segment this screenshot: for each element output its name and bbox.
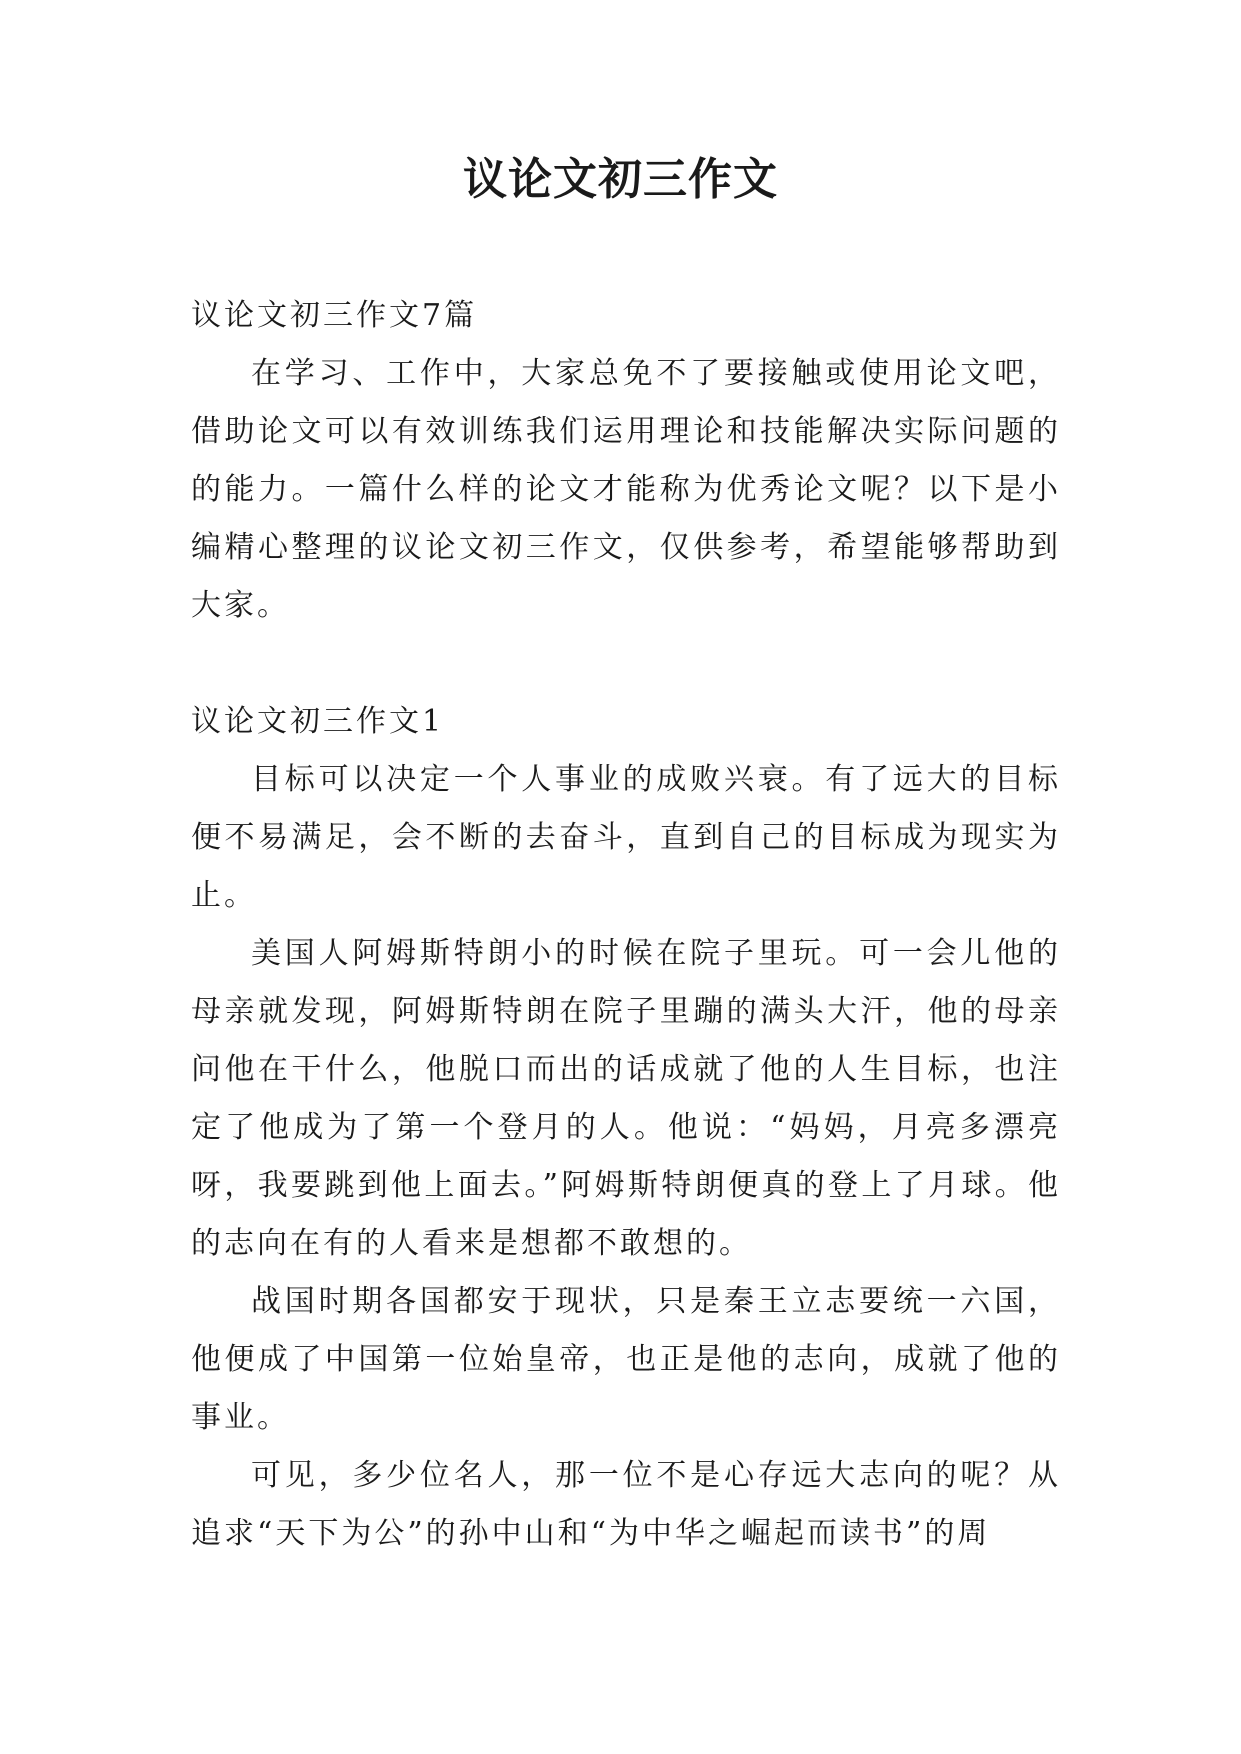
body-paragraph-1: 目标可以决定一个人事业的成败兴衰。有了远大的目标便不易满足，会不断的去奋斗，直到自己的目标成为现实为止。 [191,762,1061,913]
body-paragraph-2: 美国人阿姆斯特朗小的时候在院子里玩。可一会儿他的母亲就发现，阿姆斯特朗在院子里蹦的满头大汗，他的母亲问他在干什么，他脱口而出的话成就了他的人生目标，也注定了他成为了第一个登月的人。他说：“妈妈，月亮多漂亮呀，我要跳到他上面去。”阿姆斯特朗便真的登上了月球。他的志向在有的人看来是想都不敢想的。 [191,936,1061,1261]
section-heading: 议论文初三作文1 [191,704,445,739]
document-title: 议论文初三作文 [463,154,778,205]
body-paragraph-4: 可见，多少位名人，那一位不是心存远大志向的呢？从追求“天下为公”的孙中山和“为中华之崛起而读书”的周 [191,1458,1061,1551]
document-subtitle: 议论文初三作文7篇 [191,298,478,333]
intro-paragraph: 在学习、工作中，大家总免不了要接触或使用论文吧，借助论文可以有效训练我们运用理论和技能解决实际问题的的能力。一篇什么样的论文才能称为优秀论文呢？以下是小编精心整理的议论文初三作文，仅供参考，希望能够帮助到大家。 [191,356,1061,623]
body-paragraph-3: 战国时期各国都安于现状，只是秦王立志要统一六国，他便成了中国第一位始皇帝，也正是他的志向，成就了他的事业。 [191,1284,1061,1435]
section-spacer [191,635,1061,693]
document-body [191,287,1061,1563]
